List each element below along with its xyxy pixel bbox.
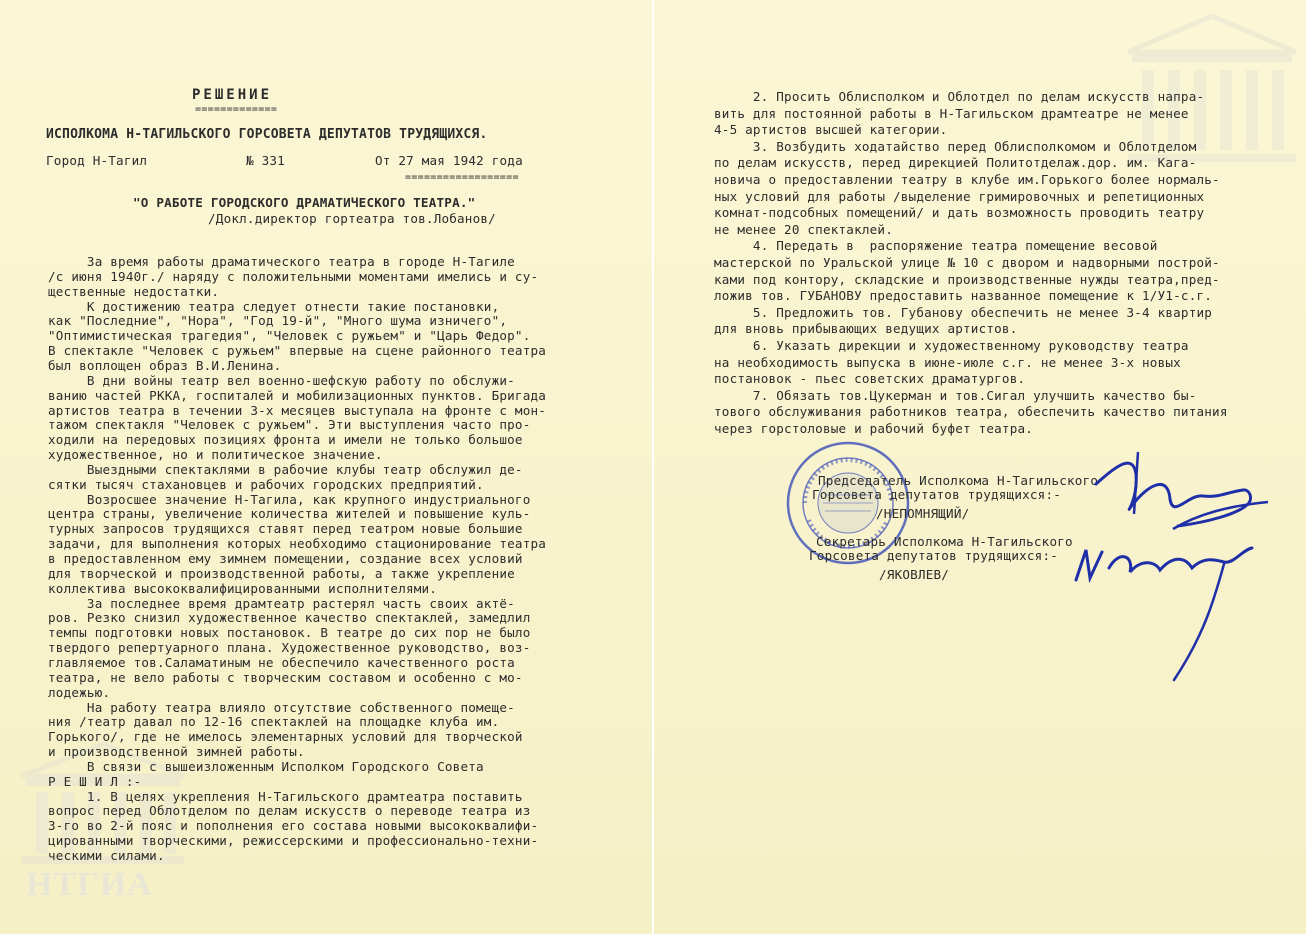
heading-underline: ============= [195,104,278,115]
left-body-line: вопрос перед Облотделом по делам искусств о переводе театра из [48,803,531,819]
left-body-line: сятки тысяч стахановцев и рабочих городских предприятий. [48,476,484,492]
left-body-line: тажом спектакля "Человек с ружьем". Эти выступления часто про- [48,417,531,433]
date-underline: ================== [405,172,519,183]
rapporteur-line: /Докл.директор гортеатра тов.Лобанов/ [208,211,496,226]
left-body-line: темпы подготовки новых постановок. В театре до сих пор не было [48,625,531,641]
right-body-line: по делам искусств, перед дирекцией Политотделаж.дор. им. Кага- [714,155,1197,171]
decision-subject: "О РАБОТЕ ГОРОДСКОГО ДРАМАТИЧЕСКОГО ТЕАТРА." [133,195,476,210]
secretary-signature [1064,540,1264,690]
decision-heading: РЕШЕНИЕ [192,87,273,103]
watermark-text: НТГИА [26,866,153,903]
right-body-line: для вновь прибывающих ведущих артистов. [714,321,1018,337]
left-body-line: За время работы драматического театра в городе Н-Тагиле [48,254,515,269]
left-body-line: Горького/, где не имелось элементарных условий для творческой [48,729,523,745]
left-body-line: артистов театра в течении 3-х месяцев выступала на фронте с мон- [48,402,547,418]
left-body-line: К достижению театра следует отнести такие постановки, [48,298,500,314]
right-body-line: ных условий для работы /выделение гримировочных и репетиционных [714,188,1205,204]
left-body-line: задачи, для выполнения которых необходимо стационирование театра [48,536,547,552]
right-body-line: постановок - пьес советских драматургов. [714,371,1026,387]
chair-title-line-1: Председатель Исполкома Н-Тагильского [818,473,1099,488]
left-body-line: и производственной зимней работы. [48,744,305,760]
left-body-line: В связи с вышеизложенным Исполком Городского Совета [48,758,484,774]
right-body-line: комнат-подсобных помещений/ и дать возможность проводить театру [714,205,1205,221]
right-body-line: 4-5 артистов высшей категории. [714,122,948,138]
left-body-line: ческими силами. [48,848,165,863]
left-body-line: в предоставленном ему зимнем помещении, создание всех условий [48,551,523,566]
right-body-line: на необходимость выпуска в июне-июле с.г. не менее 3-х новых [714,354,1181,370]
left-body-line: За последнее время драмтеатр растерял часть своих актё- [48,595,515,611]
left-body-line: /с июня 1940г./ наряду с положительными моментами имелись и су- [48,268,539,284]
secretary-title-line-2: Горсовета депутатов трудящихся:- [809,548,1059,563]
secretary-title-line-1: Секретарь Исполкома Н-Тагильского [816,534,1073,549]
left-body-line: ния /театр давал по 12-16 спектаклей на площадке клуба им. [48,714,500,730]
left-body-line: 1. В целях укрепления Н-Тагильского драмтеатра поставить [48,788,523,804]
right-body-line: 3. Возбудить ходатайство перед Облисполкомом и Облотделом [714,138,1197,154]
right-body-line: 6. Указать дирекции и художественному руководству театра [714,338,1189,353]
left-body-line: лодежью. [48,684,111,700]
right-body-line: 4. Передать в распоряжение театра помещение весовой [714,238,1158,254]
city-label: Город Н-Тагил [46,153,148,168]
left-body-line: театра, не вело работы с творческим составом и особенно с мо- [48,669,523,685]
decision-number: № 331 [246,153,285,168]
left-body-line: щественные недостатки. [48,283,220,299]
left-body-line: турных запросов трудящихся ставят перед театром новые большие [48,521,523,537]
right-body-line: ложив тов. ГУБАНОВУ предоставить названное помещение к 1/У1-с.г. [714,288,1213,304]
left-body-line: ров. Резко снизил художественное качество спектаклей, замедлил [48,610,531,626]
right-body-line: не менее 20 спектаклей. [714,221,893,237]
right-body-line: вить для постоянной работы в Н-Тагильском драмтеатре не менее [714,105,1189,121]
page-left [0,0,652,934]
left-body-line: Выездными спектаклями в рабочие клубы театр обслужил де- [48,461,523,477]
right-body-line: новича о предоставлении театру в клубе им.Горького более нормаль- [714,172,1220,187]
left-body-line: В дни войны театр вел военно-шефскую работу по обслужи- [48,372,515,388]
left-body-line: цированными творческими, режиссерскими и профессионально-техни- [48,833,539,849]
issuing-body: ИСПОЛКОМА Н-ТАГИЛЬСКОГО ГОРСОВЕТА ДЕПУТАТОВ ТРУДЯЩИХСЯ. [46,127,488,142]
left-body-line: Р Е Ш И Л :- [48,773,142,789]
left-body-line: ванию частей РККА, госпиталей и мобилизационных пунктов. Бригада [48,387,547,403]
right-body-line: 7. Обязать тов.Цукерман и тов.Сигал улучшить качество бы- [714,387,1197,403]
page-right [654,0,1306,934]
right-body-line: ками под контору, складские и производственные нужды театра,пред- [714,271,1220,287]
left-body-line: ходили на передовых позициях фронта и имели не только большое [48,432,523,448]
left-body-line: главляемое тов.Саламатиным не обеспечило качественного роста [48,654,515,670]
chair-signature [1078,444,1278,554]
left-body-line: 3-го во 2-й пояс и пополнения его состава новыми высококвалифи- [48,818,539,834]
left-body-line: как "Последние", "Нора", "Год 19-й", "Много шума изничего", [48,313,508,329]
secretary-name: /ЯКОВЛЕВ/ [879,567,950,582]
right-body-line: 2. Просить Облисполком и Облотдел по делам искусств напра- [714,89,1205,104]
right-body-line: 5. Предложить тов. Губанову обеспечить не менее 3-4 квартир [714,304,1213,320]
right-body-line: тового обслуживания работников театра, обеспечить качество питания [714,404,1228,420]
right-body-line: мастерской по Уральской улице № 10 с двором и надворными построй- [714,255,1220,270]
left-body-line: В спектакле "Человек с ружьем" впервые на сцене районного театра [48,343,547,359]
left-body-line: был воплощен образ В.И.Ленина. [48,357,282,373]
chair-name: /НЕПОМНЯЩИЙ/ [876,506,970,521]
right-body-line: через горстоловые и рабочий буфет театра. [714,421,1034,436]
left-body-line: твердого репертуарного плана. Художественное руководство, воз- [48,640,531,656]
left-body-line: коллектива высококвалифицированными исполнителями. [48,580,438,596]
left-body-line: На работу театра влияло отсутствие собственного помеще- [48,699,515,715]
left-body-line: центра страны, увеличение количества жителей и повышение куль- [48,506,531,522]
left-body-line: художественное, но и политическое значение. [48,447,383,463]
left-body-line: для творческой и производственной работы, а также укрепление [48,565,515,581]
chair-title-line-2: Горсовета депутатов трудящихся:- [812,487,1062,502]
left-body-line: Возросшее значение Н-Тагила, как крупного индустриального [48,491,531,507]
decision-date: От 27 мая 1942 года [375,153,523,168]
left-body-line: "Оптимистическая трагедия", "Человек с ружьем" и "Царь Федор". [48,328,531,344]
